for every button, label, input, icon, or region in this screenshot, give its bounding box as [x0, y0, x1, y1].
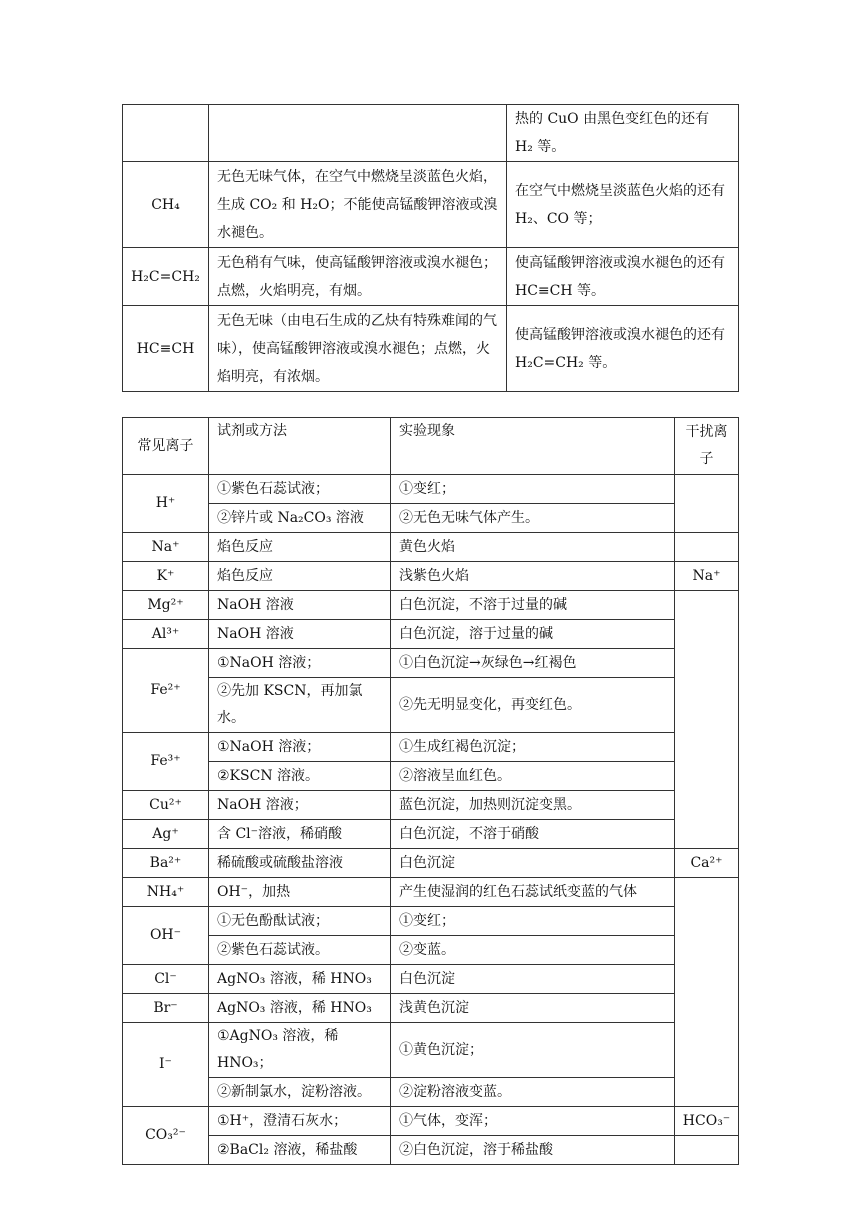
- interference-cell: [675, 878, 739, 1107]
- phenomenon-cell: 浅紫色火焰: [391, 562, 675, 591]
- header-ion: 常见离子: [123, 418, 209, 475]
- header-phenomenon: 实验现象: [391, 418, 675, 475]
- reagent-cell: OH⁻，加热: [209, 878, 391, 907]
- gas-properties-cell: [209, 105, 507, 162]
- reagent-cell: NaOH 溶液: [209, 591, 391, 620]
- table-row: [123, 994, 739, 1023]
- phenomenon-cell: ①气体，变浑；: [391, 1107, 675, 1136]
- phenomenon-cell: 白色沉淀，溶于过量的碱: [391, 620, 675, 649]
- reagent-cell: ①H⁺，澄清石灰水；: [209, 1107, 391, 1136]
- ion-cell: NH₄⁺: [123, 878, 209, 907]
- interference-cell: [675, 1136, 739, 1165]
- ion-cell: Ba²⁺: [123, 849, 209, 878]
- phenomenon-cell: ①白色沉淀→灰绿色→红褐色: [391, 649, 675, 678]
- phenomenon-cell: ①黄色沉淀；: [391, 1023, 675, 1078]
- reagent-cell: ②先加 KSCN，再加氯水。: [209, 678, 391, 733]
- phenomenon-cell: 白色沉淀，不溶于过量的碱: [391, 591, 675, 620]
- ion-cell: H⁺: [123, 475, 209, 533]
- ion-cell: Cl⁻: [123, 965, 209, 994]
- gas-name-cell: H₂C=CH₂: [123, 248, 209, 306]
- reagent-cell: ②BaCl₂ 溶液，稀盐酸: [209, 1136, 391, 1165]
- similar-gases-cell: 在空气中燃烧呈淡蓝色火焰的还有 H₂、CO 等；: [507, 162, 739, 248]
- table-row: [123, 649, 739, 678]
- interference-cell: [675, 475, 739, 533]
- table-row: [123, 678, 739, 733]
- phenomenon-cell: 白色沉淀: [391, 965, 675, 994]
- table-header-row: [123, 418, 739, 475]
- reagent-cell: 含 Cl⁻溶液，稀硝酸: [209, 820, 391, 849]
- reagent-cell: 焰色反应: [209, 533, 391, 562]
- reagent-cell: 稀硫酸或硫酸盐溶液: [209, 849, 391, 878]
- ion-cell: CO₃²⁻: [123, 1107, 209, 1165]
- reagent-cell: AgNO₃ 溶液，稀 HNO₃: [209, 965, 391, 994]
- table-row: [123, 533, 739, 562]
- table-row: [123, 620, 739, 649]
- table-row: [123, 733, 739, 762]
- phenomenon-cell: 浅黄色沉淀: [391, 994, 675, 1023]
- ion-cell: Cu²⁺: [123, 791, 209, 820]
- similar-gases-cell: 使高锰酸钾溶液或溴水褪色的还有 H₂C=CH₂ 等。: [507, 306, 739, 392]
- gas-properties-cell: 无色稍有气味，使高锰酸钾溶液或溴水褪色；点燃，火焰明亮，有烟。: [209, 248, 507, 306]
- phenomenon-cell: 白色沉淀，不溶于硝酸: [391, 820, 675, 849]
- header-reagent: 试剂或方法: [209, 418, 391, 475]
- header-interference: 干扰离子: [675, 418, 739, 475]
- ion-cell: Ag⁺: [123, 820, 209, 849]
- gas-identification-table: [122, 104, 739, 392]
- ion-cell: Br⁻: [123, 994, 209, 1023]
- reagent-cell: ②KSCN 溶液。: [209, 762, 391, 791]
- table-row: [123, 562, 739, 591]
- table-row: [123, 306, 739, 392]
- interference-cell: HCO₃⁻: [675, 1107, 739, 1136]
- gas-name-cell: HC≡CH: [123, 306, 209, 392]
- table-row: [123, 504, 739, 533]
- interference-cell: [675, 591, 739, 849]
- phenomenon-cell: 白色沉淀: [391, 849, 675, 878]
- interference-cell: [675, 533, 739, 562]
- similar-gases-cell: 热的 CuO 由黑色变红色的还有 H₂ 等。: [507, 105, 739, 162]
- phenomenon-cell: 黄色火焰: [391, 533, 675, 562]
- ion-cell: Mg²⁺: [123, 591, 209, 620]
- table-row: [123, 1107, 739, 1136]
- table-row: [123, 105, 739, 162]
- table-row: [123, 878, 739, 907]
- reagent-cell: ①无色酚酞试液；: [209, 907, 391, 936]
- table-row: [123, 1023, 739, 1078]
- table-row: [123, 791, 739, 820]
- table-row: [123, 849, 739, 878]
- phenomenon-cell: ②溶液呈血红色。: [391, 762, 675, 791]
- reagent-cell: NaOH 溶液；: [209, 791, 391, 820]
- table-row: [123, 907, 739, 936]
- table-row: [123, 248, 739, 306]
- phenomenon-cell: ①变红；: [391, 475, 675, 504]
- reagent-cell: ①NaOH 溶液；: [209, 733, 391, 762]
- ion-cell: Fe³⁺: [123, 733, 209, 791]
- phenomenon-cell: ②先无明显变化，再变红色。: [391, 678, 675, 733]
- phenomenon-cell: ②变蓝。: [391, 936, 675, 965]
- gas-name-cell: CH₄: [123, 162, 209, 248]
- table-row: [123, 1078, 739, 1107]
- reagent-cell: ①NaOH 溶液；: [209, 649, 391, 678]
- table-row: [123, 1136, 739, 1165]
- phenomenon-cell: ②无色无味气体产生。: [391, 504, 675, 533]
- ion-cell: K⁺: [123, 562, 209, 591]
- gas-name-cell: [123, 105, 209, 162]
- reagent-cell: ①AgNO₃ 溶液，稀 HNO₃；: [209, 1023, 391, 1078]
- phenomenon-cell: ②淀粉溶液变蓝。: [391, 1078, 675, 1107]
- gas-properties-cell: 无色无味气体，在空气中燃烧呈淡蓝色火焰，生成 CO₂ 和 H₂O；不能使高锰酸钾溶液或溴水褪色。: [209, 162, 507, 248]
- table-row: [123, 965, 739, 994]
- phenomenon-cell: ①生成红褐色沉淀；: [391, 733, 675, 762]
- ion-cell: Fe²⁺: [123, 649, 209, 733]
- ion-cell: OH⁻: [123, 907, 209, 965]
- table-row: [123, 162, 739, 248]
- reagent-cell: ①紫色石蕊试液；: [209, 475, 391, 504]
- phenomenon-cell: 产生使湿润的红色石蕊试纸变蓝的气体: [391, 878, 675, 907]
- ion-identification-table: [122, 417, 739, 1165]
- table-row: [123, 762, 739, 791]
- reagent-cell: ②锌片或 Na₂CO₃ 溶液: [209, 504, 391, 533]
- phenomenon-cell: ②白色沉淀，溶于稀盐酸: [391, 1136, 675, 1165]
- interference-cell: Ca²⁺: [675, 849, 739, 878]
- phenomenon-cell: ①变红；: [391, 907, 675, 936]
- gas-properties-cell: 无色无味（由电石生成的乙炔有特殊难闻的气味），使高锰酸钾溶液或溴水褪色；点燃，火焰明亮，有浓烟。: [209, 306, 507, 392]
- ion-cell: Al³⁺: [123, 620, 209, 649]
- reagent-cell: AgNO₃ 溶液，稀 HNO₃: [209, 994, 391, 1023]
- table-row: [123, 591, 739, 620]
- table-row: [123, 936, 739, 965]
- phenomenon-cell: 蓝色沉淀，加热则沉淀变黑。: [391, 791, 675, 820]
- interference-cell: Na⁺: [675, 562, 739, 591]
- table-row: [123, 475, 739, 504]
- similar-gases-cell: 使高锰酸钾溶液或溴水褪色的还有 HC≡CH 等。: [507, 248, 739, 306]
- reagent-cell: 焰色反应: [209, 562, 391, 591]
- reagent-cell: ②紫色石蕊试液。: [209, 936, 391, 965]
- reagent-cell: ②新制氯水，淀粉溶液。: [209, 1078, 391, 1107]
- ion-cell: I⁻: [123, 1023, 209, 1107]
- reagent-cell: NaOH 溶液: [209, 620, 391, 649]
- ion-cell: Na⁺: [123, 533, 209, 562]
- table-row: [123, 820, 739, 849]
